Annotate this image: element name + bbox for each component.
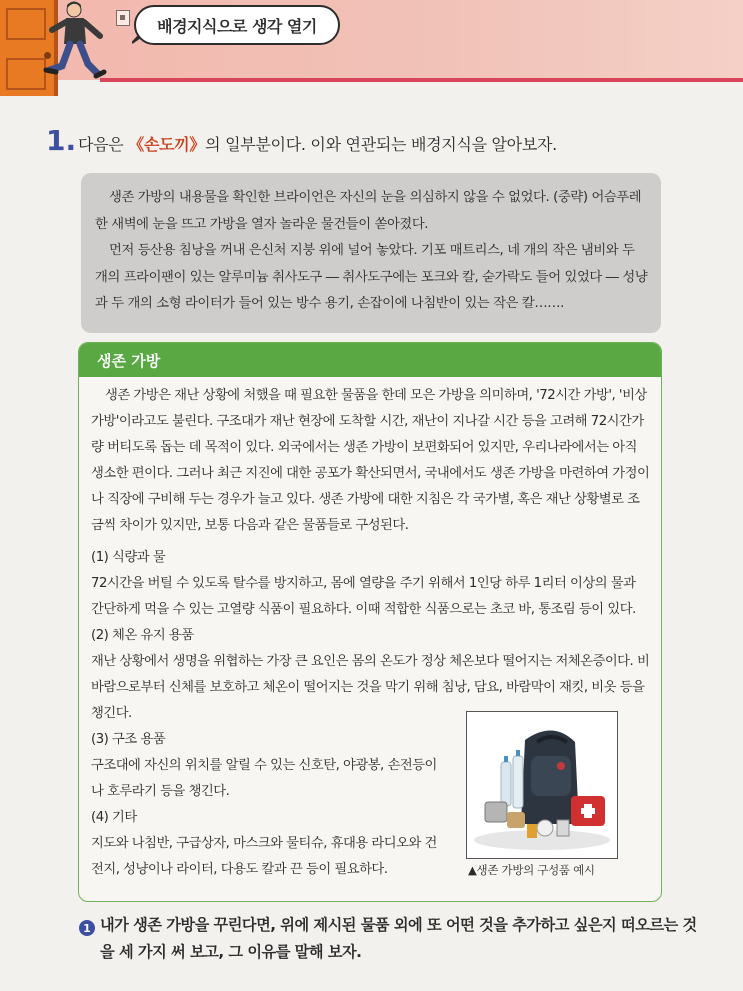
excerpt-paragraph: 먼저 등산용 침낭을 꺼내 은신처 지붕 위에 널어 놓았다. 기포 매트리스, 네 개의 작은 냄비와 두 개의 프라이팬이 있는 알루미늄 취사도구 ― 취사도구에는 포크와 칼, 숟가락도 들어 있었다 ― 성냥과 두 개의 소형 라이터가 들어 있는 방수 용기, 손잡이에 나침반이 있는 작은 칼…….: [95, 243, 648, 311]
question-text: [78, 132, 557, 155]
question-number: 1.: [46, 124, 77, 157]
box-title: 생존 가방: [97, 352, 161, 370]
subquestion-number-badge: [79, 920, 95, 936]
header-rule: [100, 78, 743, 82]
box-header: [79, 343, 661, 377]
section-body: 재난 상황에서 생명을 위협하는 가장 큰 요인은 몸의 온도가 정상 체온보다 떨어지는 저체온증이다. 비바람으로부터 신체를 보호하고 체온이 떨어지는 것을 막기 위해 침낭, 담요, 바람막이 재킷, 비옷 등을 챙긴다.: [91, 654, 650, 721]
section-heading: (3) 구조 용품: [91, 732, 166, 747]
section-body: 구조대에 자신의 위치를 알릴 수 있는 신호탄, 야광봉, 손전등이나 호루라기 등을 챙긴다.: [91, 758, 437, 799]
photo-caption: ▲생존 가방의 구성품 예시: [468, 863, 595, 877]
question-text-after: 의 일부분이다. 이와 연관되는 배경지식을 알아보자.: [205, 135, 557, 154]
section-icon: [116, 10, 130, 26]
excerpt-box: [81, 173, 661, 333]
excerpt-paragraph: 생존 가방의 내용물을 확인한 브라이언은 자신의 눈을 의심하지 않을 수 없었다. (중략) 어슴푸레한 새벽에 눈을 뜨고 가방을 열자 놀라운 물건들이 쏟아졌다.: [95, 190, 642, 232]
section-body: 72시간을 버틸 수 있도록 탈수를 방지하고, 몸에 열량을 주기 위해서 1인당 하루 1리터 이상의 물과 간단하게 먹을 수 있는 고열량 식품이 필요하다. 이때 적합한 식품으로는 초코 바, 통조림 등이 있다.: [91, 576, 636, 617]
intro-paragraph: 생존 가방은 재난 상황에 처했을 때 필요한 물품을 한데 모은 가방을 의미하며, '72시간 가방', '비상 가방'이라고도 불린다. 구조대가 재난 현장에 도착할 시간, 재난이 지나갈 시간 등을 고려해 72시간가량 버티도록 돕는 데 목적이 있다. 외국에서는 생존 가방이 보편화되어 있지만, 우리나라에서는 아직 생소한 편이다. 그러나 최근 지진에 대한 공포가 확산되면서, 국내에서도 생존 가방을 마련하여 가정이나 직장에 구비해 두는 경우가 늘고 있다. 생존 가방에 대한 지침은 각 국가별, 혹은 재난 상황별로 조금씩 차이가 있지만, 보통 다음과 같은 물품들로 구성된다.: [91, 388, 650, 533]
survival-kit-illustration: [467, 712, 617, 858]
subquestion-number: 1: [83, 921, 91, 935]
section-body: 지도와 나침반, 구급상자, 마스크와 물티슈, 휴대용 라디오와 건전지, 성냥이나 라이터, 다용도 칼과 끈 등이 필요하다.: [91, 836, 437, 877]
survival-kit-photo: [466, 711, 618, 859]
section-heading: (2) 체온 유지 용품: [91, 628, 194, 643]
subquestion-text: 내가 생존 가방을 꾸린다면, 위에 제시된 물품 외에 또 어떤 것을 추가하고 싶은지 떠오르는 것을 세 가지 써 보고, 그 이유를 말해 보자.: [100, 916, 697, 961]
header-band: [0, 0, 743, 80]
person-illustration: [40, 0, 110, 82]
section-title-bubble: [134, 5, 340, 45]
question-text-before: 다음은: [78, 135, 129, 154]
section-title: 배경지식으로 생각 열기: [157, 16, 317, 36]
book-title: 《손도끼》: [128, 135, 206, 154]
section-heading: (4) 기타: [91, 810, 137, 825]
section-heading: (1) 식량과 물: [91, 550, 166, 565]
